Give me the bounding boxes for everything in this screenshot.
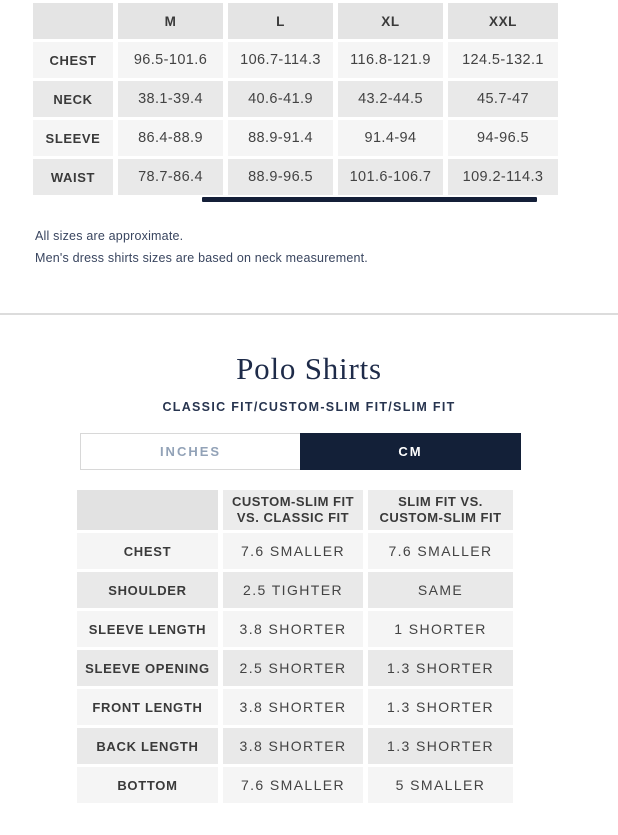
value-cell: 43.2-44.5 <box>338 81 443 117</box>
section-subtitle: CLASSIC FIT/CUSTOM-SLIM FIT/SLIM FIT <box>162 400 456 414</box>
value-cell: 7.6 SMALLER <box>368 533 513 569</box>
note-line: Men's dress shirts sizes are based on neck measurement. <box>35 251 368 265</box>
value-cell: 101.6-106.7 <box>338 159 443 195</box>
corner-cell <box>77 490 218 530</box>
row-label: BOTTOM <box>77 767 218 803</box>
note-line: All sizes are approximate. <box>35 229 184 243</box>
value-cell: 96.5-101.6 <box>118 42 223 78</box>
sizes-table-section <box>0 0 618 198</box>
value-cell: 2.5 SHORTER <box>223 650 363 686</box>
value-cell: SAME <box>368 572 513 608</box>
cm-tab[interactable]: CM <box>300 433 521 470</box>
row-label: SLEEVE OPENING <box>77 650 218 686</box>
row-label: WAIST <box>33 159 113 195</box>
row-label: SLEEVE LENGTH <box>77 611 218 647</box>
footnotes <box>35 229 618 266</box>
sizes-table <box>28 0 563 198</box>
row-label: CHEST <box>33 42 113 78</box>
row-label: SHOULDER <box>77 572 218 608</box>
page-title: Polo Shirts <box>236 351 382 386</box>
value-cell: 3.8 SHORTER <box>223 728 363 764</box>
value-cell: 2.5 TIGHTER <box>223 572 363 608</box>
value-cell: 1.3 SHORTER <box>368 689 513 725</box>
row-label: CHEST <box>77 533 218 569</box>
column-header: L <box>228 3 333 39</box>
value-cell: 3.8 SHORTER <box>223 611 363 647</box>
row-label: FRONT LENGTH <box>77 689 218 725</box>
value-cell: 3.8 SHORTER <box>223 689 363 725</box>
value-cell: 91.4-94 <box>338 120 443 156</box>
value-cell: 94-96.5 <box>448 120 558 156</box>
value-cell: 1 SHORTER <box>368 611 513 647</box>
column-header: SLIM FIT VS. CUSTOM-SLIM FIT <box>368 490 513 530</box>
value-cell: 124.5-132.1 <box>448 42 558 78</box>
value-cell: 40.6-41.9 <box>228 81 333 117</box>
row-label: SLEEVE <box>33 120 113 156</box>
horizontal-scrollbar-thumb[interactable] <box>202 197 537 202</box>
inches-tab[interactable]: INCHES <box>80 433 300 470</box>
fit-comparison-table <box>72 487 518 806</box>
value-cell: 45.7-47 <box>448 81 558 117</box>
value-cell: 1.3 SHORTER <box>368 728 513 764</box>
column-header: XL <box>338 3 443 39</box>
corner-cell <box>33 3 113 39</box>
value-cell: 86.4-88.9 <box>118 120 223 156</box>
value-cell: 7.6 SMALLER <box>223 767 363 803</box>
section-divider <box>0 313 618 315</box>
unit-toggle <box>80 433 521 470</box>
column-header: XXL <box>448 3 558 39</box>
value-cell: 38.1-39.4 <box>118 81 223 117</box>
value-cell: 88.9-96.5 <box>228 159 333 195</box>
value-cell: 1.3 SHORTER <box>368 650 513 686</box>
row-label: NECK <box>33 81 113 117</box>
value-cell: 116.8-121.9 <box>338 42 443 78</box>
column-header: CUSTOM-SLIM FIT VS. CLASSIC FIT <box>223 490 363 530</box>
column-header: M <box>118 3 223 39</box>
value-cell: 109.2-114.3 <box>448 159 558 195</box>
value-cell: 88.9-91.4 <box>228 120 333 156</box>
row-label: BACK LENGTH <box>77 728 218 764</box>
value-cell: 5 SMALLER <box>368 767 513 803</box>
value-cell: 78.7-86.4 <box>118 159 223 195</box>
value-cell: 106.7-114.3 <box>228 42 333 78</box>
value-cell: 7.6 SMALLER <box>223 533 363 569</box>
